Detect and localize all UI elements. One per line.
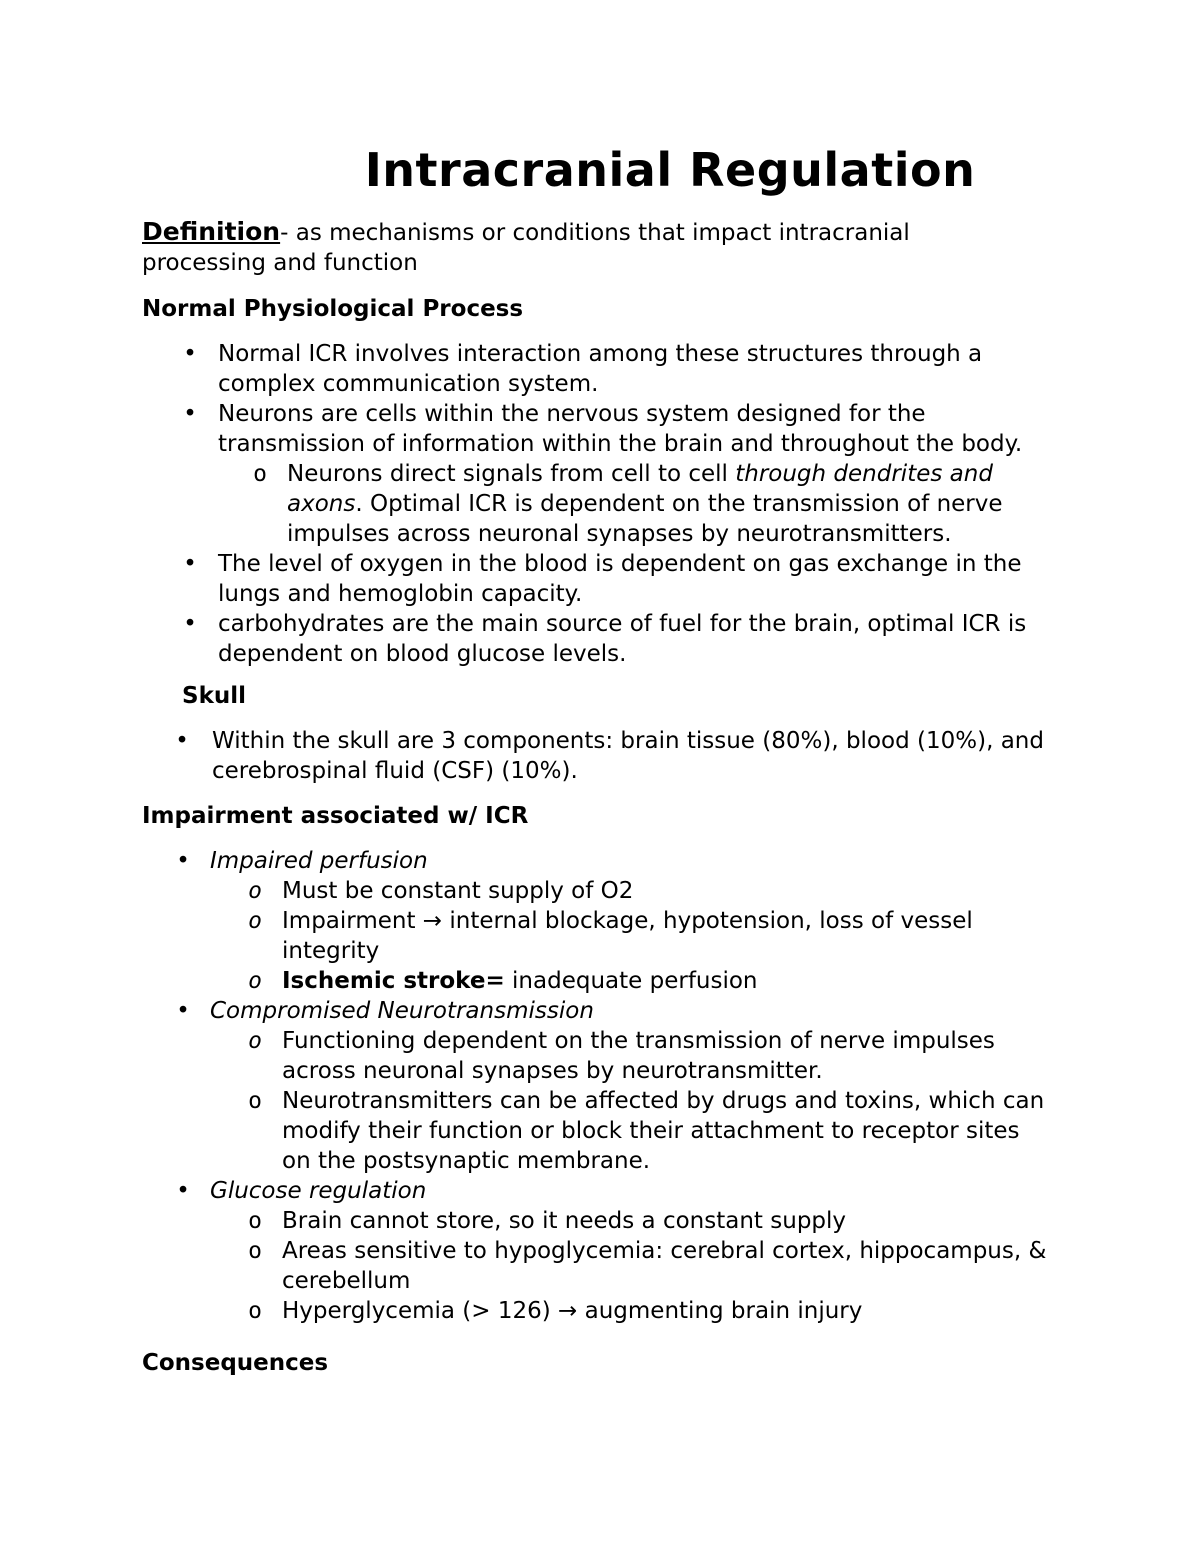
list-item-text: Areas sensitive to hypoglycemia: cerebral cortex, hippocampus, & cerebellum — [282, 1238, 1047, 1294]
list-item-text: Functioning dependent on the transmission of nerve impulses across neuronal synapses by neurotransmitter. — [282, 1028, 995, 1084]
circle-marker: o — [248, 908, 262, 934]
sub-list-item — [137, 1236, 1052, 1296]
page-title: Intracranial Regulation — [364, 143, 976, 197]
bullet-marker: • — [183, 551, 197, 577]
sub-list-item — [137, 1086, 1052, 1176]
bullet-marker: • — [183, 611, 197, 637]
definition-term: Definition — [142, 217, 281, 246]
list-item — [135, 726, 1045, 786]
sub-list-item — [142, 459, 1052, 549]
impairment-list — [137, 846, 1052, 1326]
bullet-marker: • — [183, 401, 197, 427]
circle-marker: o — [248, 1088, 262, 1114]
section-heading-normal: Normal Physiological Process — [142, 296, 524, 322]
list-item-text: Neurons direct signals from cell to cell — [287, 461, 736, 487]
bullet-marker: • — [176, 848, 190, 874]
list-item-text: inadequate perfusion — [504, 968, 758, 994]
sub-list-item — [137, 1026, 1052, 1086]
circle-marker: o — [248, 1238, 262, 1264]
list-item-text: Neurons are cells within the nervous system designed for the transmission of information within the brain and throughout the body. — [218, 401, 1023, 457]
skull-list — [135, 726, 1045, 786]
bullet-marker: • — [183, 341, 197, 367]
circle-marker: o — [248, 968, 262, 994]
list-item — [142, 549, 1052, 609]
sub-list-item — [137, 1296, 1052, 1326]
list-item-text: Hyperglycemia (> 126) → augmenting brain injury — [282, 1298, 863, 1324]
list-item-text: Neurotransmitters can be affected by drugs and toxins, which can modify their function or block their attachment to receptor sites on the postsynaptic membrane. — [282, 1088, 1045, 1174]
section-heading-consequences: Consequences — [142, 1350, 329, 1376]
definition-text: - as mechanisms or conditions that impact intracranial processing and function — [142, 220, 910, 276]
list-item — [142, 399, 1052, 459]
list-item-text: The level of oxygen in the blood is dependent on gas exchange in the lungs and hemoglobin capacity. — [218, 551, 1022, 607]
bullet-marker: • — [175, 728, 189, 754]
circle-marker: o — [248, 878, 262, 904]
list-item-text: Normal ICR involves interaction among these structures through a complex communication system. — [218, 341, 983, 397]
circle-marker: o — [248, 1028, 262, 1054]
sub-list-item — [137, 1206, 1052, 1236]
list-item — [142, 339, 1052, 399]
list-item — [137, 846, 1052, 876]
list-item-text: . Optimal ICR is dependent on the transmission of nerve impulses across neuronal synapses by neurotransmitters. — [287, 491, 1003, 547]
list-item-text: carbohydrates are the main source of fuel for the brain, optimal ICR is dependent on blood glucose levels. — [218, 611, 1027, 667]
circle-marker: o — [248, 1208, 262, 1234]
list-item — [137, 1176, 1052, 1206]
sub-list-item — [137, 876, 1052, 906]
bold-text: Ischemic stroke= — [282, 968, 505, 994]
normal-process-list — [142, 339, 1052, 669]
section-heading-skull: Skull — [182, 683, 247, 709]
section-heading-impairment: Impairment associated w/ ICR — [142, 803, 529, 829]
list-item-text: Must be constant supply of O2 — [282, 878, 634, 904]
italic-text: through dendrites and axons — [287, 461, 993, 517]
list-item — [142, 609, 1052, 669]
circle-marker: o — [253, 461, 267, 487]
list-item-text: Within the skull are 3 components: brain tissue (80%), blood (10%), and cerebrospinal fluid (CSF) (10%). — [212, 728, 1044, 784]
list-item — [137, 996, 1052, 1026]
definition-paragraph — [142, 217, 982, 278]
circle-marker: o — [248, 1298, 262, 1324]
list-item-text: Compromised Neurotransmission — [210, 998, 594, 1024]
list-item-text: Brain cannot store, so it needs a constant supply — [282, 1208, 847, 1234]
list-item-text: Impaired perfusion — [210, 848, 428, 874]
bullet-marker: • — [176, 1178, 190, 1204]
list-item-text: Glucose regulation — [210, 1178, 427, 1204]
sub-list-item — [137, 966, 1052, 996]
list-item-text: Impairment → internal blockage, hypotension, loss of vessel integrity — [282, 908, 973, 964]
bullet-marker: • — [176, 998, 190, 1024]
sub-list-item — [137, 906, 1052, 966]
